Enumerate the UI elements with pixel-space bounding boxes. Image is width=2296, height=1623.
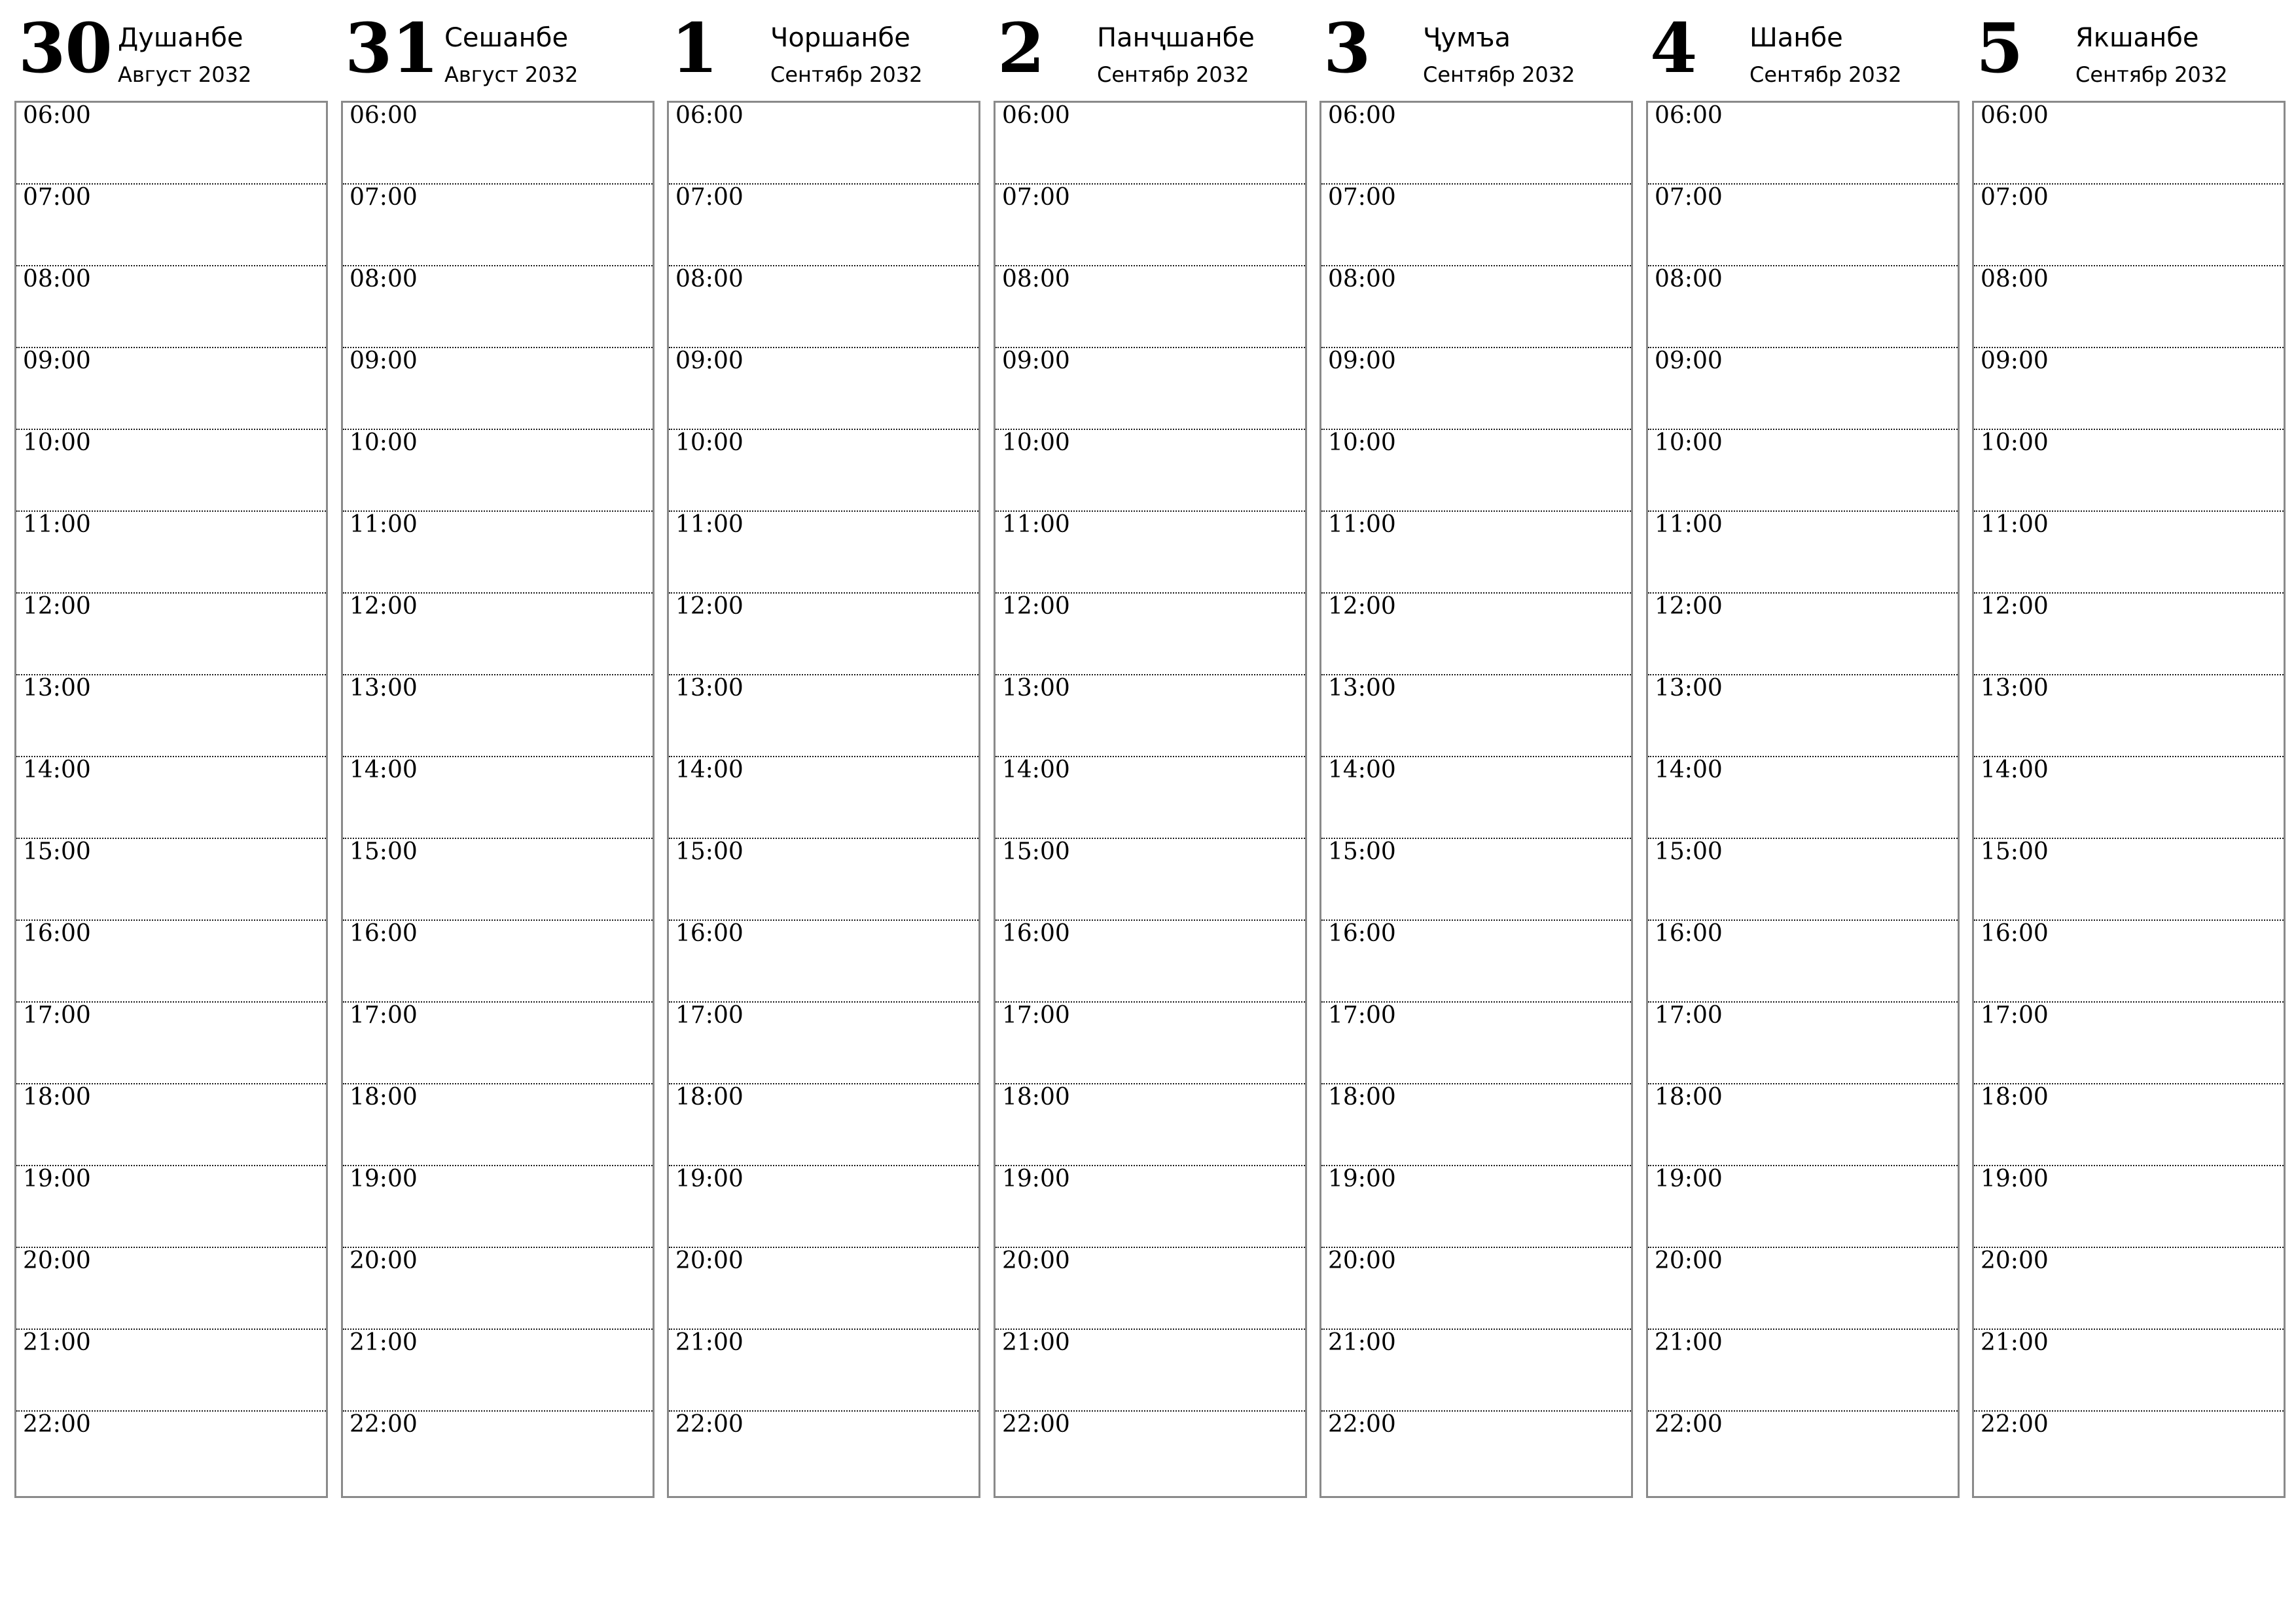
time-slot[interactable] <box>1974 1084 2284 1166</box>
time-slot[interactable] <box>343 266 653 348</box>
day-header <box>14 0 328 98</box>
time-slot[interactable] <box>16 103 326 185</box>
time-label: 07:00 <box>675 184 744 211</box>
time-label: 22:00 <box>675 1411 744 1438</box>
time-label: 16:00 <box>1655 920 1723 947</box>
time-label: 10:00 <box>350 429 418 456</box>
time-label: 14:00 <box>1655 757 1723 783</box>
time-label: 22:00 <box>1328 1411 1396 1438</box>
time-label: 17:00 <box>23 1002 91 1029</box>
day-header <box>994 0 1307 98</box>
time-slot[interactable] <box>1321 512 1631 594</box>
time-slot[interactable] <box>1974 103 2284 185</box>
time-slot[interactable] <box>669 1248 978 1330</box>
time-label: 07:00 <box>350 184 418 211</box>
time-slot[interactable] <box>996 512 1305 594</box>
time-slot[interactable] <box>996 1084 1305 1166</box>
time-label: 12:00 <box>1655 593 1723 620</box>
day-number: 30 <box>18 8 112 88</box>
time-slot[interactable] <box>669 103 978 185</box>
time-label: 09:00 <box>1981 348 2049 374</box>
time-label: 18:00 <box>1002 1084 1070 1111</box>
time-label: 08:00 <box>1002 266 1070 293</box>
time-slot[interactable] <box>1648 757 1958 839</box>
weekday-name: Ҷумъа <box>1423 23 1511 53</box>
time-slot[interactable] <box>996 757 1305 839</box>
time-slot[interactable] <box>1648 839 1958 921</box>
time-label: 08:00 <box>350 266 418 293</box>
time-label: 10:00 <box>1002 429 1070 456</box>
time-label: 11:00 <box>1655 511 1723 538</box>
time-slot[interactable] <box>343 757 653 839</box>
time-slot[interactable] <box>996 675 1305 757</box>
time-slot[interactable] <box>1321 348 1631 430</box>
time-slot[interactable] <box>669 1003 978 1084</box>
time-slot[interactable] <box>669 1166 978 1248</box>
time-slot[interactable] <box>669 430 978 512</box>
time-label: 11:00 <box>1002 511 1070 538</box>
time-slot[interactable] <box>1648 1330 1958 1412</box>
time-slot[interactable] <box>16 757 326 839</box>
time-slot[interactable] <box>996 348 1305 430</box>
time-label: 06:00 <box>675 102 744 129</box>
time-label: 07:00 <box>23 184 91 211</box>
time-label: 14:00 <box>23 757 91 783</box>
time-slot[interactable] <box>669 839 978 921</box>
time-label: 20:00 <box>1655 1247 1723 1274</box>
time-slot[interactable] <box>343 103 653 185</box>
time-label: 12:00 <box>1981 593 2049 620</box>
month-year: Август 2032 <box>118 62 252 87</box>
time-label: 21:00 <box>1002 1329 1070 1356</box>
time-label: 12:00 <box>1328 593 1396 620</box>
weekday-name: Душанбе <box>118 23 243 53</box>
time-label: 13:00 <box>23 675 91 702</box>
time-label: 08:00 <box>23 266 91 293</box>
time-slot[interactable] <box>1321 594 1631 675</box>
time-label: 15:00 <box>1328 838 1396 865</box>
time-label: 07:00 <box>1981 184 2049 211</box>
time-slot[interactable] <box>16 594 326 675</box>
month-year: Сентябр 2032 <box>1423 62 1575 87</box>
time-slot[interactable] <box>669 921 978 1003</box>
time-label: 13:00 <box>1328 675 1396 702</box>
time-slot[interactable] <box>16 1003 326 1084</box>
time-slot[interactable] <box>669 594 978 675</box>
time-slot[interactable] <box>343 1084 653 1166</box>
time-slot[interactable] <box>669 1330 978 1412</box>
time-slot[interactable] <box>1648 185 1958 266</box>
time-slot[interactable] <box>16 1166 326 1248</box>
time-slot[interactable] <box>1648 594 1958 675</box>
time-label: 19:00 <box>1981 1166 2049 1192</box>
time-slot[interactable] <box>1648 675 1958 757</box>
month-year: Сентябр 2032 <box>1097 62 1249 87</box>
time-label: 16:00 <box>1002 920 1070 947</box>
time-slot[interactable] <box>16 1412 326 1493</box>
weekday-name: Якшанбе <box>2075 23 2199 53</box>
time-label: 22:00 <box>1002 1411 1070 1438</box>
time-label: 15:00 <box>1002 838 1070 865</box>
time-slot[interactable] <box>1648 266 1958 348</box>
time-label: 06:00 <box>23 102 91 129</box>
time-label: 11:00 <box>1328 511 1396 538</box>
time-slot[interactable] <box>669 185 978 266</box>
time-slot[interactable] <box>1974 594 2284 675</box>
time-label: 08:00 <box>1655 266 1723 293</box>
time-label: 09:00 <box>23 348 91 374</box>
time-label: 15:00 <box>350 838 418 865</box>
time-label: 16:00 <box>1981 920 2049 947</box>
time-label: 21:00 <box>675 1329 744 1356</box>
time-slot[interactable] <box>16 348 326 430</box>
time-slot[interactable] <box>1321 1166 1631 1248</box>
time-slot[interactable] <box>1648 430 1958 512</box>
time-slot[interactable] <box>996 430 1305 512</box>
time-label: 12:00 <box>1002 593 1070 620</box>
month-year: Сентябр 2032 <box>770 62 923 87</box>
time-label: 22:00 <box>350 1411 418 1438</box>
day-number: 31 <box>345 8 439 88</box>
time-label: 16:00 <box>1328 920 1396 947</box>
time-label: 21:00 <box>1655 1329 1723 1356</box>
time-slot[interactable] <box>1648 1248 1958 1330</box>
time-slot[interactable] <box>1321 103 1631 185</box>
time-label: 10:00 <box>1328 429 1396 456</box>
time-label: 06:00 <box>1981 102 2049 129</box>
time-slot[interactable] <box>343 1330 653 1412</box>
time-label: 11:00 <box>23 511 91 538</box>
time-slot[interactable] <box>1648 103 1958 185</box>
time-slot[interactable] <box>1321 1412 1631 1493</box>
day-number: 4 <box>1650 8 1697 88</box>
schedule-grid <box>1972 101 2286 1498</box>
time-slot[interactable] <box>1321 1084 1631 1166</box>
time-label: 13:00 <box>1981 675 2049 702</box>
time-label: 22:00 <box>1655 1411 1723 1438</box>
time-label: 22:00 <box>1981 1411 2049 1438</box>
time-label: 09:00 <box>350 348 418 374</box>
time-label: 10:00 <box>1981 429 2049 456</box>
time-slot[interactable] <box>996 103 1305 185</box>
day-header <box>1972 0 2286 98</box>
time-slot[interactable] <box>16 512 326 594</box>
time-slot[interactable] <box>669 512 978 594</box>
time-label: 08:00 <box>675 266 744 293</box>
day-number: 5 <box>1976 8 2023 88</box>
time-label: 10:00 <box>675 429 744 456</box>
day-header <box>341 0 655 98</box>
day-header <box>1646 0 1960 98</box>
time-slot[interactable] <box>16 839 326 921</box>
schedule-grid <box>341 101 655 1498</box>
time-slot[interactable] <box>996 839 1305 921</box>
time-label: 15:00 <box>1655 838 1723 865</box>
time-slot[interactable] <box>343 675 653 757</box>
time-label: 13:00 <box>675 675 744 702</box>
time-label: 11:00 <box>675 511 744 538</box>
time-slot[interactable] <box>1648 1003 1958 1084</box>
time-slot[interactable] <box>1321 757 1631 839</box>
time-slot[interactable] <box>16 185 326 266</box>
time-label: 09:00 <box>1655 348 1723 374</box>
time-label: 20:00 <box>1328 1247 1396 1274</box>
time-slot[interactable] <box>1321 839 1631 921</box>
time-slot[interactable] <box>1648 348 1958 430</box>
time-slot[interactable] <box>1974 1330 2284 1412</box>
time-slot[interactable] <box>343 1003 653 1084</box>
time-label: 17:00 <box>1002 1002 1070 1029</box>
weekday-name: Шанбе <box>1749 23 1843 53</box>
time-slot[interactable] <box>343 1412 653 1493</box>
time-slot[interactable] <box>669 1412 978 1493</box>
time-slot[interactable] <box>16 266 326 348</box>
time-slot[interactable] <box>1321 1003 1631 1084</box>
time-label: 20:00 <box>1981 1247 2049 1274</box>
time-label: 06:00 <box>350 102 418 129</box>
time-label: 12:00 <box>350 593 418 620</box>
time-slot[interactable] <box>1648 512 1958 594</box>
time-label: 19:00 <box>675 1166 744 1192</box>
time-label: 06:00 <box>1328 102 1396 129</box>
time-label: 21:00 <box>23 1329 91 1356</box>
time-label: 17:00 <box>350 1002 418 1029</box>
schedule-grid <box>994 101 1307 1498</box>
time-slot[interactable] <box>1648 921 1958 1003</box>
time-label: 20:00 <box>350 1247 418 1274</box>
time-slot[interactable] <box>343 430 653 512</box>
time-slot[interactable] <box>1974 348 2284 430</box>
time-slot[interactable] <box>1974 1166 2284 1248</box>
time-slot[interactable] <box>1974 266 2284 348</box>
schedule-grid <box>14 101 328 1498</box>
time-slot[interactable] <box>1321 185 1631 266</box>
time-label: 17:00 <box>1981 1002 2049 1029</box>
time-slot[interactable] <box>1648 1166 1958 1248</box>
time-label: 09:00 <box>1002 348 1070 374</box>
time-label: 14:00 <box>1981 757 2049 783</box>
time-slot[interactable] <box>1974 921 2284 1003</box>
time-label: 14:00 <box>1328 757 1396 783</box>
time-slot[interactable] <box>1974 839 2284 921</box>
day-number: 2 <box>997 8 1045 88</box>
time-slot[interactable] <box>343 185 653 266</box>
time-slot[interactable] <box>1974 512 2284 594</box>
time-label: 19:00 <box>1002 1166 1070 1192</box>
time-label: 13:00 <box>1002 675 1070 702</box>
time-slot[interactable] <box>16 430 326 512</box>
day-number: 1 <box>671 8 718 88</box>
time-slot[interactable] <box>16 675 326 757</box>
time-label: 12:00 <box>23 593 91 620</box>
time-label: 07:00 <box>1002 184 1070 211</box>
time-slot[interactable] <box>669 757 978 839</box>
time-slot[interactable] <box>669 675 978 757</box>
time-label: 19:00 <box>1328 1166 1396 1192</box>
time-slot[interactable] <box>1974 430 2284 512</box>
time-label: 10:00 <box>1655 429 1723 456</box>
time-label: 16:00 <box>350 920 418 947</box>
time-label: 17:00 <box>675 1002 744 1029</box>
day-number: 3 <box>1323 8 1371 88</box>
time-label: 21:00 <box>350 1329 418 1356</box>
time-label: 16:00 <box>675 920 744 947</box>
time-slot[interactable] <box>996 266 1305 348</box>
month-year: Сентябр 2032 <box>1749 62 1902 87</box>
time-label: 18:00 <box>1328 1084 1396 1111</box>
time-label: 07:00 <box>1655 184 1723 211</box>
time-label: 13:00 <box>1655 675 1723 702</box>
time-slot[interactable] <box>1974 757 2284 839</box>
time-slot[interactable] <box>343 1248 653 1330</box>
time-label: 11:00 <box>350 511 418 538</box>
time-label: 08:00 <box>1328 266 1396 293</box>
time-slot[interactable] <box>16 921 326 1003</box>
weekday-name: Панҷшанбе <box>1097 23 1255 53</box>
time-slot[interactable] <box>669 266 978 348</box>
time-slot[interactable] <box>1321 1330 1631 1412</box>
time-slot[interactable] <box>669 348 978 430</box>
month-year: Август 2032 <box>444 62 579 87</box>
time-slot[interactable] <box>16 1330 326 1412</box>
time-label: 18:00 <box>23 1084 91 1111</box>
time-slot[interactable] <box>1974 675 2284 757</box>
time-slot[interactable] <box>16 1248 326 1330</box>
time-slot[interactable] <box>16 1084 326 1166</box>
time-label: 18:00 <box>1655 1084 1723 1111</box>
time-slot[interactable] <box>1974 185 2284 266</box>
time-label: 18:00 <box>350 1084 418 1111</box>
day-header <box>667 0 980 98</box>
time-label: 20:00 <box>23 1247 91 1274</box>
time-label: 09:00 <box>675 348 744 374</box>
time-slot[interactable] <box>1321 266 1631 348</box>
time-slot[interactable] <box>1648 1084 1958 1166</box>
time-slot[interactable] <box>1974 1003 2284 1084</box>
time-label: 06:00 <box>1002 102 1070 129</box>
time-label: 12:00 <box>675 593 744 620</box>
time-label: 20:00 <box>675 1247 744 1274</box>
day-header <box>1319 0 1633 98</box>
time-slot[interactable] <box>669 1084 978 1166</box>
time-slot[interactable] <box>343 348 653 430</box>
time-slot[interactable] <box>996 1412 1305 1493</box>
time-slot[interactable] <box>996 1248 1305 1330</box>
time-label: 14:00 <box>675 757 744 783</box>
time-slot[interactable] <box>996 594 1305 675</box>
time-slot[interactable] <box>343 594 653 675</box>
time-label: 08:00 <box>1981 266 2049 293</box>
time-slot[interactable] <box>996 185 1305 266</box>
schedule-grid <box>1319 101 1633 1498</box>
schedule-grid <box>1646 101 1960 1498</box>
time-label: 16:00 <box>23 920 91 947</box>
time-slot[interactable] <box>1648 1412 1958 1493</box>
time-slot[interactable] <box>1321 675 1631 757</box>
time-slot[interactable] <box>1321 921 1631 1003</box>
time-label: 13:00 <box>350 675 418 702</box>
time-slot[interactable] <box>996 1330 1305 1412</box>
time-label: 20:00 <box>1002 1247 1070 1274</box>
time-label: 14:00 <box>1002 757 1070 783</box>
time-slot[interactable] <box>1974 1248 2284 1330</box>
time-label: 06:00 <box>1655 102 1723 129</box>
time-slot[interactable] <box>343 1166 653 1248</box>
time-label: 10:00 <box>23 429 91 456</box>
time-slot[interactable] <box>1321 430 1631 512</box>
time-label: 15:00 <box>1981 838 2049 865</box>
time-slot[interactable] <box>343 839 653 921</box>
time-slot[interactable] <box>996 1166 1305 1248</box>
time-label: 17:00 <box>1655 1002 1723 1029</box>
time-slot[interactable] <box>343 921 653 1003</box>
time-label: 19:00 <box>350 1166 418 1192</box>
time-label: 21:00 <box>1328 1329 1396 1356</box>
schedule-grid <box>667 101 980 1498</box>
weekday-name: Чоршанбе <box>770 23 910 53</box>
time-label: 18:00 <box>675 1084 744 1111</box>
weekday-name: Сешанбе <box>444 23 569 53</box>
time-label: 11:00 <box>1981 511 2049 538</box>
time-label: 19:00 <box>23 1166 91 1192</box>
time-label: 07:00 <box>1328 184 1396 211</box>
time-slot[interactable] <box>1321 1248 1631 1330</box>
month-year: Сентябр 2032 <box>2075 62 2228 87</box>
time-slot[interactable] <box>343 512 653 594</box>
time-label: 17:00 <box>1328 1002 1396 1029</box>
time-label: 15:00 <box>675 838 744 865</box>
time-slot[interactable] <box>996 1003 1305 1084</box>
time-label: 14:00 <box>350 757 418 783</box>
time-label: 19:00 <box>1655 1166 1723 1192</box>
time-slot[interactable] <box>1974 1412 2284 1493</box>
time-label: 15:00 <box>23 838 91 865</box>
time-slot[interactable] <box>996 921 1305 1003</box>
time-label: 18:00 <box>1981 1084 2049 1111</box>
time-label: 21:00 <box>1981 1329 2049 1356</box>
time-label: 09:00 <box>1328 348 1396 374</box>
time-label: 22:00 <box>23 1411 91 1438</box>
